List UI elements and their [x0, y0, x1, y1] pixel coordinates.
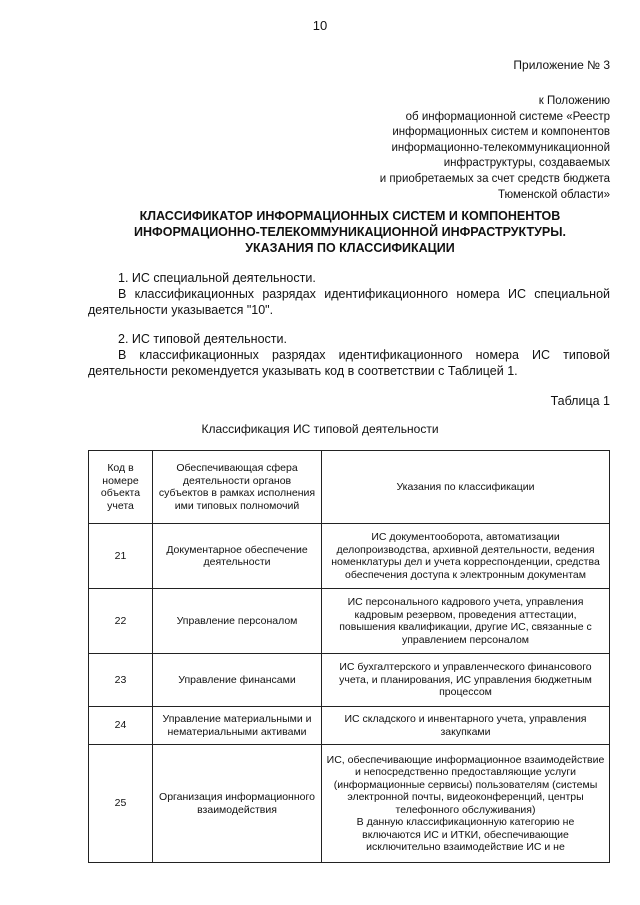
appendix-label: Приложение № 3	[513, 58, 610, 72]
regulation-line: информационных систем и компонентов	[392, 126, 610, 139]
cell-guide	[322, 745, 610, 863]
table-row	[89, 707, 610, 745]
header-guide: Указания по классификации	[322, 451, 610, 524]
cell-code: 25	[89, 745, 153, 863]
classification-table	[88, 450, 610, 863]
cell-guide: ИС документооборота, автоматизации делопроизводства, архивной деятельности, ведения номенклатуры дел и учета корреспонденции, средства обеспечения доступа к электронным документам	[322, 524, 610, 589]
table-row	[89, 589, 610, 654]
page-number: 10	[312, 18, 328, 33]
document-title	[60, 208, 640, 256]
cell-guide: ИС бухгалтерского и управленческого финансового учета, и планирования, ИС управления бюджетным процессом	[322, 654, 610, 707]
cell-guide-text: ИС, обеспечивающие информационное взаимодействие и непосредственно предоставляющие услуги (информационные сервисы) пользователям (системы электронной почты, видеоконференций, центры телефонного обслуживания)	[326, 753, 605, 816]
regulation-line: информационно-телекоммуникационной	[391, 141, 610, 154]
title-line: ИНФОРМАЦИОННО-ТЕЛЕКОММУНИКАЦИОННОЙ ИНФРАСТРУКТУРЫ.	[134, 225, 566, 239]
cell-scope: Документарное обеспечение деятельности	[153, 524, 322, 589]
regulation-line: инфраструктуры, создаваемых	[443, 157, 610, 170]
regulation-line: об информационной системе «Реестр	[405, 110, 610, 123]
table-caption: Классификация ИС типовой деятельности	[201, 422, 439, 436]
section-2-heading: 2. ИС типовой деятельности.	[118, 332, 287, 346]
header-scope: Обеспечивающая сфера деятельности органов субъектов в рамках исполнения ими типовых полномочий	[153, 451, 322, 524]
regulation-reference	[310, 94, 610, 203]
section-1-heading: 1. ИС специальной деятельности.	[118, 271, 316, 285]
regulation-line: к Положению	[538, 95, 610, 107]
section-1-text: В классификационных разрядах идентификационного номера ИС специальной деятельности указывается "10".	[88, 287, 610, 317]
table-row	[89, 745, 610, 863]
cell-scope: Организация информационного взаимодействия	[153, 745, 322, 863]
cell-guide: ИС складского и инвентарного учета, управления закупками	[322, 707, 610, 745]
regulation-line: и приобретаемых за счет средств бюджета	[379, 172, 610, 185]
cell-code: 21	[89, 524, 153, 589]
regulation-line: Тюменской области»	[497, 188, 610, 201]
table-row	[89, 654, 610, 707]
table-header-row	[89, 451, 610, 524]
cell-code: 23	[89, 654, 153, 707]
cell-scope: Управление финансами	[153, 654, 322, 707]
cell-scope: Управление материальными и нематериальными активами	[153, 707, 322, 745]
cell-guide: ИС персонального кадрового учета, управления кадровым резервом, проведения аттестации, повышения квалификации, другие ИС, связанные с управлением персоналом	[322, 589, 610, 654]
table-label: Таблица 1	[550, 394, 610, 408]
title-line: КЛАССИФИКАТОР ИНФОРМАЦИОННЫХ СИСТЕМ И КОМПОНЕНТОВ	[139, 209, 561, 223]
cell-code: 22	[89, 589, 153, 654]
cell-code: 24	[89, 707, 153, 745]
cell-guide-note: В данную классификационную категорию не включаются ИС и ИТКИ, обеспечивающие исключительно взаимодействие ИС и не	[356, 816, 575, 853]
header-code: Код в номере объекта учета	[89, 451, 153, 524]
section-2-text: В классификационных разрядах идентификационного номера ИС типовой деятельности рекомендуется указывать код в соответствии с Таблицей 1.	[88, 348, 610, 378]
table-row	[89, 524, 610, 589]
title-line: УКАЗАНИЯ ПО КЛАССИФИКАЦИИ	[245, 241, 455, 255]
cell-scope: Управление персоналом	[153, 589, 322, 654]
